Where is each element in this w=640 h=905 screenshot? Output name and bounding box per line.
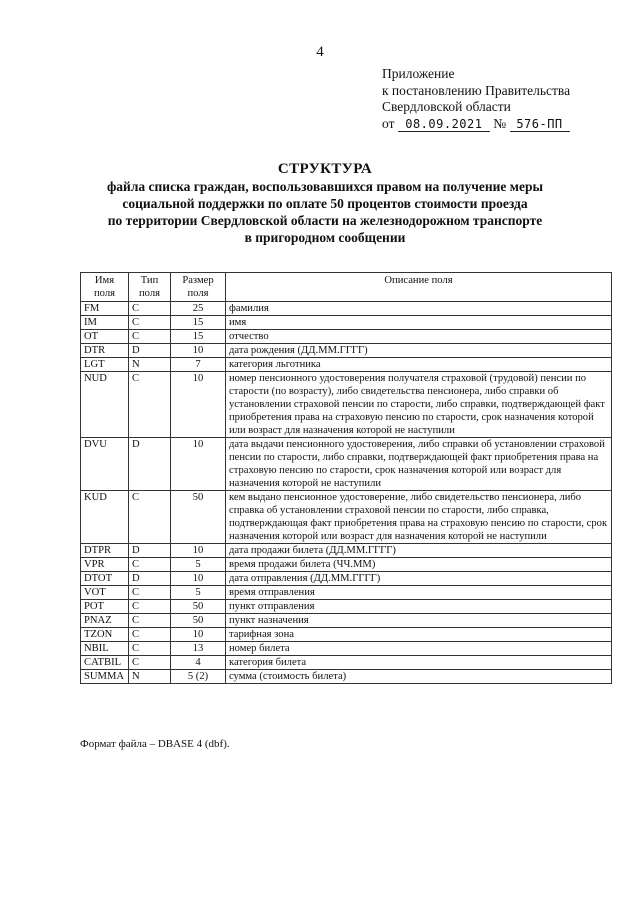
field-type-cell: D: [129, 544, 171, 558]
field-size-cell: 10: [171, 572, 226, 586]
field-description-cell: категория льготника: [226, 358, 612, 372]
table-row: [81, 572, 612, 586]
field-type-cell: C: [129, 372, 171, 438]
file-format-note: Формат файла – DBASE 4 (dbf).: [80, 738, 230, 750]
table-row: [81, 656, 612, 670]
field-type-cell: C: [129, 628, 171, 642]
field-type-cell: C: [129, 642, 171, 656]
table-row: [81, 670, 612, 684]
field-size-cell: 10: [171, 438, 226, 491]
appendix-line-2: к постановлению Правительства: [382, 82, 571, 98]
field-size-cell: 5 (2): [171, 670, 226, 684]
field-size-cell: 15: [171, 330, 226, 344]
field-type-cell: C: [129, 614, 171, 628]
table-row: [81, 302, 612, 316]
field-description-cell: фамилия: [226, 302, 612, 316]
field-type-cell: C: [129, 302, 171, 316]
field-description-cell: тарифная зона: [226, 628, 612, 642]
field-name-cell: CATBIL: [81, 656, 129, 670]
table-row: [81, 558, 612, 572]
page-number: 4: [316, 44, 324, 60]
field-name-cell: NBIL: [81, 642, 129, 656]
field-size-cell: 50: [171, 491, 226, 544]
field-type-cell: D: [129, 438, 171, 491]
field-size-cell: 4: [171, 656, 226, 670]
field-description-cell: дата отправления (ДД.ММ.ГГГГ): [226, 572, 612, 586]
number-prefix: №: [493, 115, 507, 131]
field-description-cell: номер пенсионного удостоверения получателя страховой (трудовой) пенсии по старости (по возрасту), либо свидетельства пенсионера, либо справки об установлении страховой пенсии по старости, либо справки, подтверждающей факт приобретения права на страховую пенсию по старости, срок назначения которой или возраст для назначения которой не наступили: [226, 372, 612, 438]
field-name-cell: POT: [81, 600, 129, 614]
field-description-cell: дата рождения (ДД.ММ.ГГГГ): [226, 344, 612, 358]
field-size-cell: 10: [171, 544, 226, 558]
field-description-cell: номер билета: [226, 642, 612, 656]
fields-table: [80, 272, 612, 684]
field-type-cell: C: [129, 586, 171, 600]
document-title: [60, 160, 590, 246]
table-row: [81, 330, 612, 344]
field-name-cell: VPR: [81, 558, 129, 572]
field-name-cell: PNAZ: [81, 614, 129, 628]
field-description-cell: пункт отправления: [226, 600, 612, 614]
field-name-cell: DTOT: [81, 572, 129, 586]
appendix-line-1: Приложение: [382, 66, 455, 81]
title-line-4: в пригородном сообщении: [244, 230, 406, 245]
field-description-cell: сумма (стоимость билета): [226, 670, 612, 684]
field-name-cell: OT: [81, 330, 129, 344]
table-row: [81, 614, 612, 628]
field-description-cell: имя: [226, 316, 612, 330]
table-header-row: [81, 273, 612, 302]
field-description-cell: кем выдано пенсионное удостоверение, либо свидетельство пенсионера, либо справка об установлении страховой пенсии по старости, либо справка, подтверждающая факт приобретения права на страховую пенсию по старости, срок назначения которой или возраст для назначения которой не наступили: [226, 491, 612, 544]
field-type-cell: C: [129, 656, 171, 670]
field-description-cell: пункт назначения: [226, 614, 612, 628]
field-name-cell: VOT: [81, 586, 129, 600]
field-description-cell: время продажи билета (ЧЧ.ММ): [226, 558, 612, 572]
field-description-cell: отчество: [226, 330, 612, 344]
appendix-date-line: [382, 116, 570, 133]
field-size-cell: 13: [171, 642, 226, 656]
appendix-line-3: Свердловской области: [382, 99, 511, 114]
date-prefix: от: [382, 115, 395, 131]
field-size-cell: 25: [171, 302, 226, 316]
table-row: [81, 628, 612, 642]
field-size-cell: 15: [171, 316, 226, 330]
field-description-cell: категория билета: [226, 656, 612, 670]
field-name-cell: KUD: [81, 491, 129, 544]
table-row: [81, 344, 612, 358]
table-row: [81, 544, 612, 558]
header-field-type: Тип поля: [129, 273, 171, 302]
field-name-cell: LGT: [81, 358, 129, 372]
field-type-cell: D: [129, 572, 171, 586]
field-type-cell: C: [129, 316, 171, 330]
table-row: [81, 586, 612, 600]
field-size-cell: 10: [171, 344, 226, 358]
field-size-cell: 7: [171, 358, 226, 372]
decree-number: 576-ПП: [510, 117, 570, 132]
header-field-description: Описание поля: [226, 273, 612, 302]
field-name-cell: DTPR: [81, 544, 129, 558]
field-size-cell: 50: [171, 600, 226, 614]
table-row: [81, 372, 612, 438]
field-size-cell: 5: [171, 586, 226, 600]
title-line-2: социальной поддержки по оплате 50 процентов стоимости проезда: [122, 196, 528, 211]
title-main: СТРУКТУРА: [277, 161, 373, 177]
field-description-cell: время отправления: [226, 586, 612, 600]
field-name-cell: FM: [81, 302, 129, 316]
field-description-cell: дата продажи билета (ДД.ММ.ГГГГ): [226, 544, 612, 558]
table-row: [81, 438, 612, 491]
table-row: [81, 358, 612, 372]
header-field-size: Размер поля: [171, 273, 226, 302]
field-size-cell: 50: [171, 614, 226, 628]
field-size-cell: 10: [171, 628, 226, 642]
field-name-cell: IM: [81, 316, 129, 330]
table-row: [81, 316, 612, 330]
field-type-cell: N: [129, 358, 171, 372]
table-row: [81, 600, 612, 614]
field-size-cell: 5: [171, 558, 226, 572]
decree-date: 08.09.2021: [398, 117, 490, 132]
table-row: [81, 642, 612, 656]
field-name-cell: NUD: [81, 372, 129, 438]
field-name-cell: DTR: [81, 344, 129, 358]
table-row: [81, 491, 612, 544]
field-type-cell: C: [129, 600, 171, 614]
field-name-cell: SUMMA: [81, 670, 129, 684]
field-name-cell: TZON: [81, 628, 129, 642]
title-line-1: файла списка граждан, воспользовавшихся правом на получение меры: [106, 179, 544, 194]
field-type-cell: N: [129, 670, 171, 684]
appendix-block: [382, 66, 570, 132]
field-type-cell: C: [129, 558, 171, 572]
field-type-cell: C: [129, 330, 171, 344]
field-type-cell: C: [129, 491, 171, 544]
field-size-cell: 10: [171, 372, 226, 438]
header-field-name: Имя поля: [81, 273, 129, 302]
title-line-3: по территории Свердловской области на железнодорожном транспорте: [107, 213, 543, 228]
field-type-cell: D: [129, 344, 171, 358]
field-name-cell: DVU: [81, 438, 129, 491]
field-description-cell: дата выдачи пенсионного удостоверения, либо справки об установлении страховой пенсии по старости, либо справки, подтверждающей факт приобретения права на страховую пенсию по старости, срок назначения которой или возраст для назначения которой не наступили: [226, 438, 612, 491]
